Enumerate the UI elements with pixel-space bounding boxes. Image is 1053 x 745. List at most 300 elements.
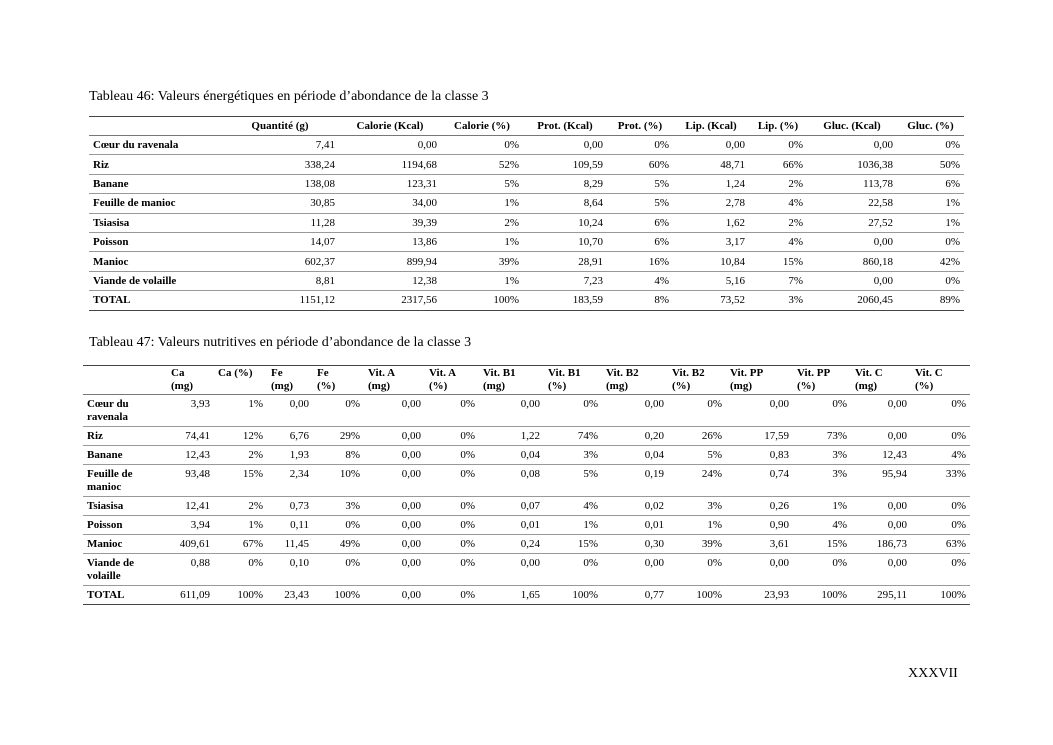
row-label: Cœur du ravenala xyxy=(83,395,167,427)
table-cell: 109,59 xyxy=(523,155,607,174)
column-header-line1: Fe xyxy=(317,367,329,379)
table-cell: 60% xyxy=(607,155,673,174)
column-header xyxy=(425,366,479,395)
table-cell: 100% xyxy=(572,589,598,601)
table-cell: 0% xyxy=(425,446,479,465)
table-cell: 100% xyxy=(237,589,263,601)
column-header-line2: (%) xyxy=(429,380,448,392)
table-cell: 0% xyxy=(460,589,475,601)
table-cell: 3% xyxy=(793,465,851,497)
table-cell: 2% xyxy=(749,213,807,232)
table-cell: 0% xyxy=(668,395,726,427)
table-cell: 0,00 xyxy=(364,427,425,446)
row-label: Feuille de manioc xyxy=(83,465,167,497)
column-header xyxy=(602,366,668,395)
table-cell: 1% xyxy=(668,516,726,535)
table-cell: 2,34 xyxy=(267,465,313,497)
table-cell: 100% xyxy=(334,589,360,601)
column-header xyxy=(364,366,425,395)
table-cell: 0% xyxy=(544,395,602,427)
table-cell: 6% xyxy=(607,232,673,251)
column-header-line1: Ca xyxy=(171,367,185,379)
table-cell: 29% xyxy=(313,427,364,446)
table-cell: 0% xyxy=(425,427,479,446)
table-row xyxy=(83,535,970,554)
table-cell: 0% xyxy=(911,554,970,586)
table-cell: 8% xyxy=(654,294,669,307)
table-cell: 138,08 xyxy=(221,174,339,193)
table-cell: 0% xyxy=(793,554,851,586)
column-header xyxy=(479,366,544,395)
row-label: Banane xyxy=(83,446,167,465)
column-header-line1: Vit. C xyxy=(915,367,943,379)
table-cell: 860,18 xyxy=(807,252,897,271)
table-row xyxy=(89,232,964,251)
table-cell: 8% xyxy=(313,446,364,465)
table-cell: 0% xyxy=(607,136,673,155)
table-cell: 113,78 xyxy=(807,174,897,193)
row-label: Manioc xyxy=(89,252,221,271)
column-header xyxy=(544,366,602,395)
table-row xyxy=(83,427,970,446)
table-cell: 0% xyxy=(425,554,479,586)
column-header xyxy=(313,366,364,395)
table-cell: 10,24 xyxy=(523,213,607,232)
table-cell: 602,37 xyxy=(221,252,339,271)
table-cell: 52% xyxy=(441,155,523,174)
table-cell: 0% xyxy=(911,497,970,516)
row-label: TOTAL xyxy=(93,294,131,307)
table-cell: 73,52 xyxy=(720,294,745,307)
table-cell: 0% xyxy=(425,535,479,554)
table-cell: 3% xyxy=(668,497,726,516)
table-cell: 48,71 xyxy=(673,155,749,174)
table-cell: 0% xyxy=(911,395,970,427)
table-cell: 0% xyxy=(441,136,523,155)
table-cell: 0,00 xyxy=(364,516,425,535)
table-cell: 1194,68 xyxy=(339,155,441,174)
column-header xyxy=(793,366,851,395)
table-cell: 28,91 xyxy=(523,252,607,271)
table-cell: 0% xyxy=(214,554,267,586)
table-cell: 0% xyxy=(425,395,479,427)
table-cell: 10% xyxy=(313,465,364,497)
table-cell: 15% xyxy=(214,465,267,497)
table-cell: 100% xyxy=(940,589,966,601)
table-cell: 0% xyxy=(897,271,964,290)
table-cell: 12% xyxy=(214,427,267,446)
table-cell: 5% xyxy=(544,465,602,497)
table-row xyxy=(89,213,964,232)
table-cell: 12,38 xyxy=(339,271,441,290)
column-header xyxy=(668,366,726,395)
table-cell: 10,70 xyxy=(523,232,607,251)
table-cell: 0,88 xyxy=(167,554,214,586)
table-cell: 0,00 xyxy=(851,516,911,535)
table-cell: 1% xyxy=(441,232,523,251)
table-cell: 100% xyxy=(821,589,847,601)
nutrient-values-table xyxy=(83,365,970,605)
column-header xyxy=(267,366,313,395)
column-header-line2: (%) xyxy=(915,380,934,392)
table-cell: 93,48 xyxy=(167,465,214,497)
table-cell: 0,00 xyxy=(851,554,911,586)
column-header-line2: (mg) xyxy=(483,380,505,392)
table-cell: 3,61 xyxy=(726,535,793,554)
row-label: Cœur du ravenala xyxy=(89,136,221,155)
table-cell: 7,41 xyxy=(221,136,339,155)
table-47-caption: Tableau 47: Valeurs nutritives en période d’abondance de la classe 3 xyxy=(89,335,472,350)
row-label: Riz xyxy=(89,155,221,174)
column-header-line1: Vit. B2 xyxy=(606,367,639,379)
table-cell: 23,43 xyxy=(284,589,309,601)
table-cell: 39% xyxy=(441,252,523,271)
table-cell: 0,00 xyxy=(523,136,607,155)
table-cell: 5% xyxy=(441,174,523,193)
table-cell: 1036,38 xyxy=(807,155,897,174)
table-cell: 39% xyxy=(668,535,726,554)
table-cell: 0,00 xyxy=(807,136,897,155)
table-cell: 5% xyxy=(607,194,673,213)
table-cell: 6% xyxy=(897,174,964,193)
column-header: Prot. (%) xyxy=(607,117,673,136)
table-cell: 186,73 xyxy=(851,535,911,554)
column-header xyxy=(83,366,167,395)
table-cell: 4% xyxy=(749,232,807,251)
column-header: Prot. (Kcal) xyxy=(523,117,607,136)
table-cell: 27,52 xyxy=(807,213,897,232)
table-cell: 0,00 xyxy=(807,271,897,290)
table-cell: 0,00 xyxy=(807,232,897,251)
table-cell: 26% xyxy=(668,427,726,446)
table-row xyxy=(89,291,964,310)
page-number: XXXVII xyxy=(908,666,958,681)
column-header-line1: Vit. C xyxy=(855,367,883,379)
column-header-line1: Vit. B1 xyxy=(548,367,581,379)
table-cell: 123,31 xyxy=(339,174,441,193)
table-row xyxy=(89,136,964,155)
table-cell: 0,24 xyxy=(479,535,544,554)
table-cell: 0% xyxy=(425,465,479,497)
table-row xyxy=(83,497,970,516)
table-cell: 1,93 xyxy=(267,446,313,465)
table-cell: 899,94 xyxy=(339,252,441,271)
table-cell: 0,00 xyxy=(851,427,911,446)
row-label: Tsiasisa xyxy=(83,497,167,516)
table-cell: 6,76 xyxy=(267,427,313,446)
table-cell: 0,00 xyxy=(602,395,668,427)
table-cell: 0,00 xyxy=(851,395,911,427)
table-cell: 183,59 xyxy=(572,294,603,307)
column-header xyxy=(851,366,911,395)
column-header xyxy=(214,366,267,395)
table-row xyxy=(83,465,970,497)
table-cell: 63% xyxy=(911,535,970,554)
row-label: Poisson xyxy=(89,232,221,251)
table-cell: 17,59 xyxy=(726,427,793,446)
table-cell: 12,43 xyxy=(167,446,214,465)
column-header: Quantité (g) xyxy=(221,117,339,136)
row-label: Banane xyxy=(89,174,221,193)
row-label: Viande de volaille xyxy=(83,554,167,586)
table-cell: 2317,56 xyxy=(401,294,437,307)
table-cell: 66% xyxy=(749,155,807,174)
column-header-line2: (mg) xyxy=(606,380,628,392)
column-header-line2: (%) xyxy=(672,380,691,392)
table-cell: 0% xyxy=(911,427,970,446)
column-header-line1: Vit. B1 xyxy=(483,367,516,379)
table-cell: 0,73 xyxy=(267,497,313,516)
table-cell: 338,24 xyxy=(221,155,339,174)
table-cell: 74,41 xyxy=(167,427,214,446)
column-header-line2: (%) xyxy=(548,380,567,392)
table-cell: 1% xyxy=(897,213,964,232)
table-cell: 0% xyxy=(425,516,479,535)
table-cell: 5% xyxy=(607,174,673,193)
table-cell: 5% xyxy=(668,446,726,465)
table-cell: 0,08 xyxy=(479,465,544,497)
table-cell: 13,86 xyxy=(339,232,441,251)
table-row xyxy=(83,446,970,465)
table-cell: 295,11 xyxy=(877,589,907,601)
column-header xyxy=(911,366,970,395)
table-cell: 2,78 xyxy=(673,194,749,213)
table-cell: 16% xyxy=(607,252,673,271)
table-cell: 11,28 xyxy=(221,213,339,232)
table-cell: 24% xyxy=(668,465,726,497)
table-cell: 14,07 xyxy=(221,232,339,251)
table-cell: 4% xyxy=(749,194,807,213)
column-header-line1: Ca (%) xyxy=(218,367,253,379)
row-label: Viande de volaille xyxy=(89,271,221,290)
table-cell: 0,00 xyxy=(364,446,425,465)
table-cell: 0,00 xyxy=(673,136,749,155)
table-cell: 1,22 xyxy=(479,427,544,446)
column-header: Gluc. (%) xyxy=(897,117,964,136)
table-cell: 22,58 xyxy=(807,194,897,213)
column-header-line2: (mg) xyxy=(730,380,752,392)
table-cell: 2% xyxy=(214,497,267,516)
table-cell: 0% xyxy=(749,136,807,155)
table-cell: 0,00 xyxy=(851,497,911,516)
table-cell: 0,00 xyxy=(364,535,425,554)
table-cell: 12,41 xyxy=(167,497,214,516)
table-cell: 0,00 xyxy=(364,554,425,586)
table-cell: 1151,12 xyxy=(299,294,335,307)
table-cell: 8,64 xyxy=(523,194,607,213)
table-cell: 10,84 xyxy=(673,252,749,271)
table-cell: 89% xyxy=(939,294,960,307)
table-cell: 2% xyxy=(441,213,523,232)
table-cell: 3% xyxy=(544,446,602,465)
table-cell: 50% xyxy=(897,155,964,174)
column-header: Lip. (%) xyxy=(749,117,807,136)
table-header-row xyxy=(83,366,970,395)
column-header xyxy=(726,366,793,395)
table-cell: 0,00 xyxy=(602,554,668,586)
table-cell: 0,90 xyxy=(726,516,793,535)
table-cell: 409,61 xyxy=(167,535,214,554)
column-header-line2: (%) xyxy=(797,380,816,392)
table-cell: 0,83 xyxy=(726,446,793,465)
table-cell: 1% xyxy=(544,516,602,535)
row-label: Riz xyxy=(83,427,167,446)
table-cell: 3% xyxy=(313,497,364,516)
table-row xyxy=(83,395,970,427)
table-cell: 1% xyxy=(897,194,964,213)
table-cell: 0,00 xyxy=(726,554,793,586)
table-cell: 1,62 xyxy=(673,213,749,232)
table-cell: 0,01 xyxy=(479,516,544,535)
table-cell: 1% xyxy=(441,194,523,213)
table-cell: 1,65 xyxy=(520,589,540,601)
table-cell: 4% xyxy=(793,516,851,535)
table-cell: 0,00 xyxy=(364,395,425,427)
table-cell: 0,00 xyxy=(364,497,425,516)
table-cell: 30,85 xyxy=(221,194,339,213)
table-cell: 0% xyxy=(313,395,364,427)
table-cell: 34,00 xyxy=(339,194,441,213)
column-header: Calorie (Kcal) xyxy=(339,117,441,136)
table-cell: 74% xyxy=(544,427,602,446)
table-cell: 42% xyxy=(897,252,964,271)
table-cell: 0,77 xyxy=(644,589,664,601)
table-cell: 0,07 xyxy=(479,497,544,516)
table-row xyxy=(89,271,964,290)
table-cell: 0,00 xyxy=(726,395,793,427)
table-cell: 11,45 xyxy=(267,535,313,554)
table-cell: 0,20 xyxy=(602,427,668,446)
table-cell: 95,94 xyxy=(851,465,911,497)
table-cell: 0,00 xyxy=(401,589,421,601)
table-cell: 0,00 xyxy=(339,136,441,155)
table-cell: 1% xyxy=(214,395,267,427)
table-row xyxy=(83,554,970,586)
table-cell: 7% xyxy=(749,271,807,290)
table-cell: 8,29 xyxy=(523,174,607,193)
table-cell: 3,17 xyxy=(673,232,749,251)
table-cell: 3% xyxy=(793,446,851,465)
table-cell: 0,19 xyxy=(602,465,668,497)
table-cell: 3,93 xyxy=(167,395,214,427)
table-cell: 0,04 xyxy=(479,446,544,465)
column-header-line2: (mg) xyxy=(171,380,193,392)
table-cell: 611,09 xyxy=(180,589,210,601)
row-label: TOTAL xyxy=(87,589,125,601)
table-cell: 1% xyxy=(441,271,523,290)
table-cell: 3,94 xyxy=(167,516,214,535)
table-cell: 0,00 xyxy=(364,465,425,497)
table-cell: 23,93 xyxy=(764,589,789,601)
table-cell: 0% xyxy=(793,395,851,427)
table-cell: 15% xyxy=(544,535,602,554)
column-header-line1: Vit. PP xyxy=(730,367,764,379)
table-cell: 12,43 xyxy=(851,446,911,465)
table-row xyxy=(89,194,964,213)
table-cell: 0,11 xyxy=(267,516,313,535)
table-cell: 0,30 xyxy=(602,535,668,554)
table-row xyxy=(83,586,970,605)
table-cell: 7,23 xyxy=(523,271,607,290)
column-header-line2: (%) xyxy=(317,380,336,392)
table-cell: 0,00 xyxy=(479,395,544,427)
table-cell: 0% xyxy=(544,554,602,586)
column-header: Gluc. (Kcal) xyxy=(807,117,897,136)
column-header-line1: Vit. B2 xyxy=(672,367,705,379)
table-row xyxy=(83,516,970,535)
table-cell: 0,00 xyxy=(267,395,313,427)
table-cell: 100% xyxy=(493,294,519,307)
table-cell: 2% xyxy=(214,446,267,465)
table-cell: 0,10 xyxy=(267,554,313,586)
table-row xyxy=(89,174,964,193)
table-cell: 15% xyxy=(749,252,807,271)
table-cell: 0% xyxy=(897,232,964,251)
column-header-line2: (mg) xyxy=(368,380,390,392)
column-header-line1: Vit. A xyxy=(429,367,457,379)
table-cell: 1% xyxy=(214,516,267,535)
table-cell: 0,74 xyxy=(726,465,793,497)
table-cell: 8,81 xyxy=(221,271,339,290)
table-row xyxy=(89,155,964,174)
table-cell: 73% xyxy=(793,427,851,446)
column-header-line1: Vit. A xyxy=(368,367,396,379)
table-cell: 1,24 xyxy=(673,174,749,193)
table-cell: 2060,45 xyxy=(857,294,893,307)
table-row xyxy=(89,252,964,271)
table-cell: 2% xyxy=(749,174,807,193)
column-header: Lip. (Kcal) xyxy=(673,117,749,136)
table-cell: 0% xyxy=(668,554,726,586)
table-header-row xyxy=(89,117,964,136)
table-cell: 0% xyxy=(911,516,970,535)
table-cell: 0% xyxy=(425,497,479,516)
table-46-caption: Tableau 46: Valeurs énergétiques en période d’abondance de la classe 3 xyxy=(89,89,489,104)
row-label: Tsiasisa xyxy=(89,213,221,232)
table-cell: 1% xyxy=(793,497,851,516)
row-label: Feuille de manioc xyxy=(89,194,221,213)
table-cell: 4% xyxy=(607,271,673,290)
table-cell: 0% xyxy=(897,136,964,155)
column-header xyxy=(89,117,221,136)
table-cell: 0,00 xyxy=(479,554,544,586)
table-cell: 0,04 xyxy=(602,446,668,465)
table-cell: 0% xyxy=(313,554,364,586)
table-cell: 0,01 xyxy=(602,516,668,535)
column-header xyxy=(167,366,214,395)
table-cell: 33% xyxy=(911,465,970,497)
table-cell: 100% xyxy=(696,589,722,601)
row-label: Manioc xyxy=(83,535,167,554)
table-cell: 5,16 xyxy=(673,271,749,290)
column-header: Calorie (%) xyxy=(441,117,523,136)
table-cell: 0,02 xyxy=(602,497,668,516)
column-header-line1: Vit. PP xyxy=(797,367,831,379)
table-cell: 3% xyxy=(788,294,803,307)
column-header-line1: Fe xyxy=(271,367,283,379)
table-cell: 39,39 xyxy=(339,213,441,232)
table-cell: 15% xyxy=(793,535,851,554)
table-cell: 67% xyxy=(214,535,267,554)
energy-values-table xyxy=(89,116,964,311)
table-cell: 0,26 xyxy=(726,497,793,516)
table-cell: 4% xyxy=(544,497,602,516)
column-header-line2: (mg) xyxy=(855,380,877,392)
table-cell: 0% xyxy=(313,516,364,535)
table-cell: 6% xyxy=(607,213,673,232)
table-cell: 49% xyxy=(313,535,364,554)
table-cell: 4% xyxy=(911,446,970,465)
